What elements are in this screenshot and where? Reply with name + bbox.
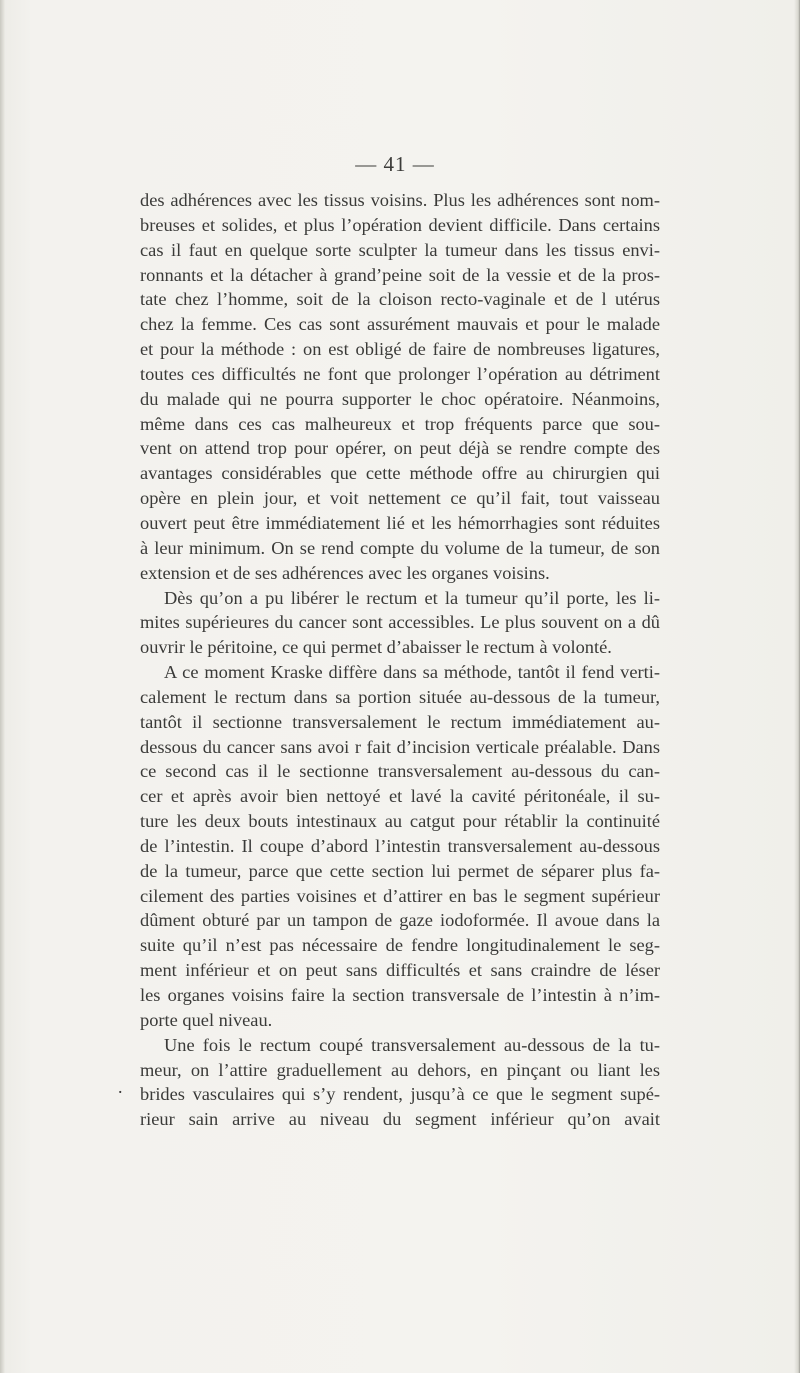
text-line: ce second cas il le sectionne transversalement au-dessous du can- — [140, 761, 660, 782]
text-line: ouvert peut être immédiatement lié et les hémorrhagies sont réduites — [140, 512, 660, 533]
text-line: du malade qui ne pourra supporter le choc opératoire. Néanmoins, — [140, 388, 660, 409]
page-left-edge — [0, 0, 5, 1373]
text-line: dessous du cancer sans avoi r fait d’incision verticale préalable. Dans — [140, 736, 660, 757]
text-line: mites supérieures du cancer sont accessibles. Le plus souvent on a dû — [140, 612, 660, 633]
text-line: extension et de ses adhérences avec les organes voisins. — [140, 562, 550, 583]
text-line: Dès qu’on a pu libérer le rectum et la tumeur qu’il porte, les li- — [164, 587, 660, 608]
text-line: ture les deux bouts intestinaux au catgut pour rétablir la continuité — [140, 811, 660, 832]
text-line: ronnants et la détacher à grand’peine soit de la vessie et de la pros- — [140, 264, 660, 285]
text-line: les organes voisins faire la section transversale de l’intestin à n’im- — [140, 985, 660, 1005]
text-line: meur, on l’attire graduellement au dehors, en pinçant ou liant les — [140, 1059, 660, 1080]
text-line: brides vasculaires qui s’y rendent, jusqu’à ce que le segment supé- — [140, 1084, 660, 1105]
text-line: chez la femme. Ces cas sont assurément mauvais et pour le malade — [140, 314, 660, 335]
text-line: tate chez l’homme, soit de la cloison recto-vaginale et de l utérus — [140, 289, 660, 310]
text-line: même dans ces cas malheureux et trop fréquents parce que sou- — [140, 413, 660, 434]
page-number: — 41 — — [355, 152, 435, 176]
text-line: de l’intestin. Il coupe d’abord l’intestin transversalement au-dessous — [140, 835, 660, 856]
text-line: ment inférieur et on peut sans difficultés et sans craindre de léser — [140, 960, 660, 981]
text-line: rieur sain arrive au niveau du segment inférieur qu’on avait — [140, 1109, 660, 1130]
stray-mark: . — [118, 1077, 123, 1097]
page-right-edge — [794, 0, 800, 1373]
text-line: suite qu’il n’est pas nécessaire de fendre longitudinalement le seg- — [140, 935, 660, 956]
text-line: calement le rectum dans sa portion située au-dessous de la tumeur, — [140, 686, 660, 707]
text-line: cilement des parties voisines et d’attirer en bas le segment supérieur — [140, 885, 660, 906]
body-text — [140, 188, 660, 1132]
text-line: cer et après avoir bien nettoyé et lavé la cavité péritonéale, il su- — [140, 786, 660, 807]
text-line: porte quel niveau. — [140, 1009, 273, 1030]
text-line: opère en plein jour, et voit nettement ce qu’il fait, tout vaisseau — [140, 488, 660, 509]
text-line: et pour la méthode : on est obligé de faire de nombreuses ligatures, — [140, 339, 660, 360]
text-line: vent on attend trop pour opérer, on peut déjà se rendre compte des — [140, 438, 660, 459]
text-line: A ce moment Kraske diffère dans sa méthode, tantôt il fend verti- — [164, 662, 660, 683]
text-line: des adhérences avec les tissus voisins. Plus les adhérences sont nom- — [140, 190, 660, 210]
text-line: toutes ces difficultés ne font que prolonger l’opération au détriment — [140, 363, 660, 384]
text-line: à leur minimum. On se rend compte du volume de la tumeur, de son — [140, 537, 660, 558]
text-line: cas il faut en quelque sorte sculpter la tumeur dans les tissus envi- — [140, 239, 660, 260]
text-line: dûment obturé par un tampon de gaze iodoformée. Il avoue dans la — [140, 910, 660, 931]
text-line: Une fois le rectum coupé transversalement au-dessous de la tu- — [164, 1034, 660, 1055]
text-line: avantages considérables que cette méthode offre au chirurgien qui — [140, 463, 660, 484]
text-line: breuses et solides, et plus l’opération devient difficile. Dans certains — [140, 214, 660, 235]
text-line: ouvrir le péritoine, ce qui permet d’abaisser le rectum à volonté. — [140, 637, 612, 658]
text-line: de la tumeur, parce que cette section lui permet de séparer plus fa- — [140, 860, 660, 881]
text-line: tantôt il sectionne transversalement le rectum immédiatement au- — [140, 711, 660, 732]
